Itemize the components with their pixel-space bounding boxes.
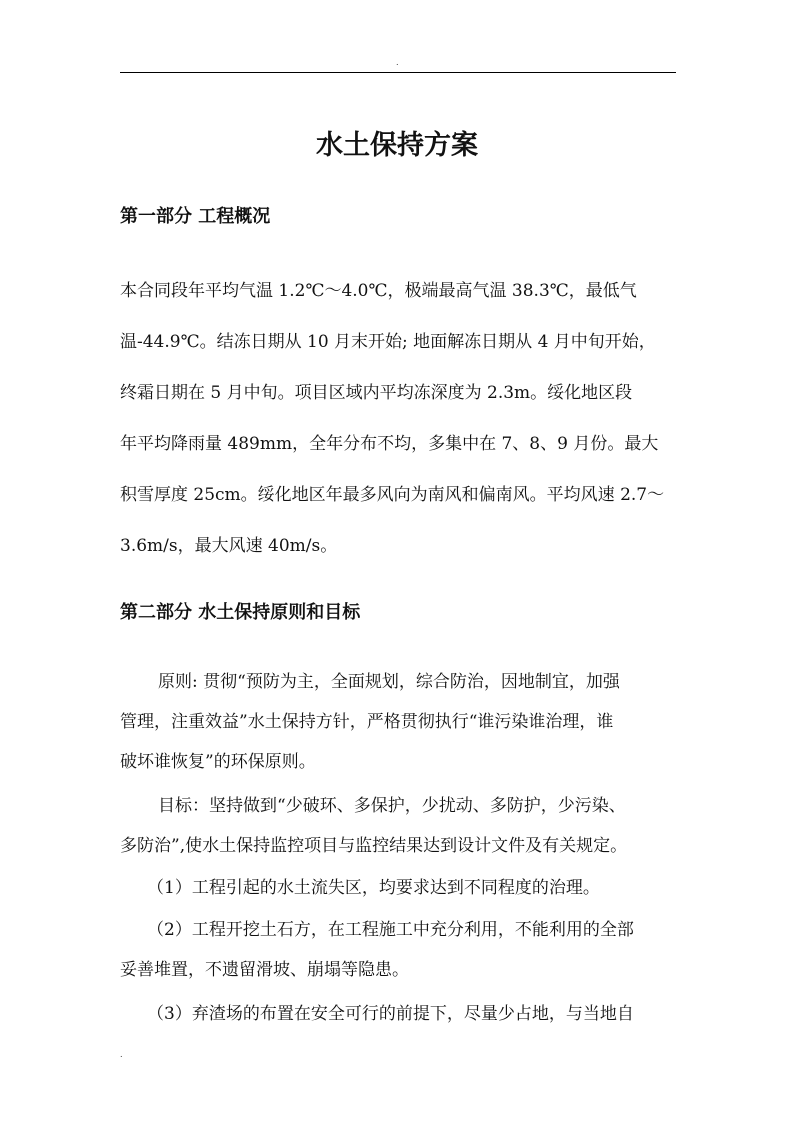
document-title: 水土保持方案 [316,130,478,161]
text-line: 终霜日期在 5 月中旬。项目区域内平均冻深度为 2.3m。绥化地区段 [120,383,633,403]
text-line: 3.6m/s，最大风速 40m/s。 [120,536,338,556]
footer-dot: . [120,1050,123,1059]
header-rule [120,72,676,73]
section-heading-principles: 第二部分 水土保持原则和目标 [120,602,361,623]
text-line: （1）工程引起的水土流失区，均要求达到不同程度的治理。 [147,878,600,898]
text-line: （3）弃渣场的布置在安全可行的前提下，尽量少占地，与当地自 [147,1004,634,1024]
text-line: 破坏谁恢复”的环保原则。 [120,752,316,772]
header-dot: . [396,58,399,67]
text-line: 妥善堆置，不遗留滑坡、崩塌等隐患。 [120,960,409,980]
section-heading-overview: 第一部分 工程概况 [120,206,271,227]
list-item-3 [120,994,676,1034]
text-line: 温-44.9℃。结冻日期从 10 月末开始; 地面解冻日期从 4 月中旬开始， [120,332,656,352]
list-item-2 [120,910,676,990]
text-line: 积雪厚度 25cm。绥化地区年最多风向为南风和偏南风。平均风速 2.7～ [120,485,665,505]
text-line: 年平均降雨量 489mm，全年分布不均，多集中在 7、8、9 月份。最大 [120,434,659,454]
text-line: 原则: 贯彻“预防为主，全面规划，综合防治，因地制宜，加强 [158,672,620,692]
text-line: 多防治”,使水土保持监控项目与监控结果达到设计文件及有关规定。 [120,836,628,856]
text-line: 目标：坚持做到“少破环、多保护，少扰动、多防护，少污染、 [158,796,626,816]
overview-paragraph [120,266,676,572]
principle-paragraph [120,662,676,782]
text-line: 本合同段年平均气温 1.2℃～4.0℃，极端最高气温 38.3℃，最低气 [120,281,637,301]
text-line: （2）工程开挖土石方，在工程施工中充分利用，不能利用的全部 [147,920,634,940]
text-line: 管理，注重效益”水土保持方针，严格贯彻执行“谁污染谁治理，谁 [120,712,614,732]
goal-paragraph [120,786,676,866]
list-item-1 [120,868,676,908]
